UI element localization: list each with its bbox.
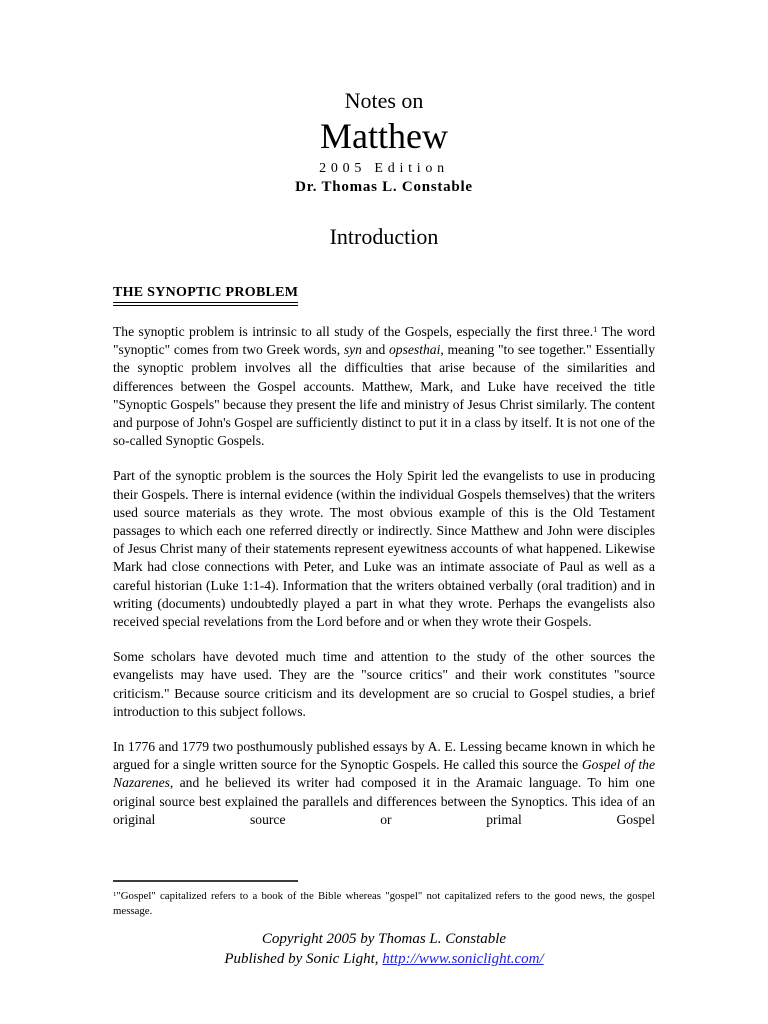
author-line: Dr. Thomas L. Constable <box>295 179 473 195</box>
edition-line: 2005 Edition <box>319 161 449 176</box>
copyright-line: Copyright 2005 by Thomas L. Constable <box>261 931 507 947</box>
paragraph: In 1776 and 1779 two posthumously published essays by A. E. Lessing became known in which he argued for a single written source for the Synoptic Gospels. He called this source the Gospel of the Nazarenes, and he believed its writer had composed it in the Aramaic language. To him one original source best explained the parallels and differences between the Synoptics. This idea of an original source or primal Gospel <box>113 739 655 827</box>
section-heading: THE SYNOPTIC PROBLEM <box>113 285 298 306</box>
heading-wrap <box>113 283 655 306</box>
footnote-separator <box>113 880 298 882</box>
footnote-text: $^1$"Gospel" capitalized refers to a book of the Bible whereas "gospel" not capitalized refers to the good news, the gospel message. <box>113 890 655 917</box>
published-prefix: Published by Sonic Light, <box>224 951 383 967</box>
body-text <box>113 323 655 829</box>
footnote-area <box>113 880 655 969</box>
pretitle: Notes on <box>344 88 424 113</box>
paragraph: Some scholars have devoted much time and attention to the study of the other sources the evangelists may have used. They are the "source critics" and their work constitutes "source criticism." Because source criticism and its development are so crucial to Gospel studies, a brief introduction to this subject follows. <box>113 649 655 719</box>
paragraph: Part of the synoptic problem is the sources the Holy Spirit led the evangelists to use in producing their Gospels. There is internal evidence (within the individual Gospels themselves) that the writers used source materials as they wrote. The most obvious example of this is the Old Testament passages to which each one referred directly or indirectly. Since Matthew and John were disciples of Jesus Christ many of their statements represent eyewitness accounts of what happened. Likewise Mark had close connections with Peter, and Luke was an intimate associate of Paul as well as a careful historian (Luke 1:1-4). Information that the writers obtained verbally (oral tradition) and in writing (documents) undoubtedly played a part in what they wrote. Perhaps the evangelists also received special revelations from the Lord before and or when they wrote their Gospels. <box>113 468 655 630</box>
paragraph: The synoptic problem is intrinsic to all study of the Gospels, especially the first three.$^1$ The word "synoptic" comes from two Greek words, syn and opsesthai, meaning "to see together." Essentially the synoptic problem involves all the difficulties that arise because of the similarities and differences between the Gospel accounts. Matthew, Mark, and Luke have received the title "Synoptic Gospels" because they present the life and ministry of Jesus Christ similarly. The content and purpose of John's Gospel are sufficiently distinct to put it in a class by itself. It is not one of the so-called Synoptic Gospels. <box>113 324 656 449</box>
soniclight-link[interactable]: http://www.soniclight.com/ <box>382 951 544 967</box>
title-block <box>113 88 655 250</box>
document-title: Matthew <box>320 116 448 156</box>
published-line <box>113 949 655 969</box>
page-footer <box>113 929 655 969</box>
section-title: Introduction <box>329 224 439 249</box>
